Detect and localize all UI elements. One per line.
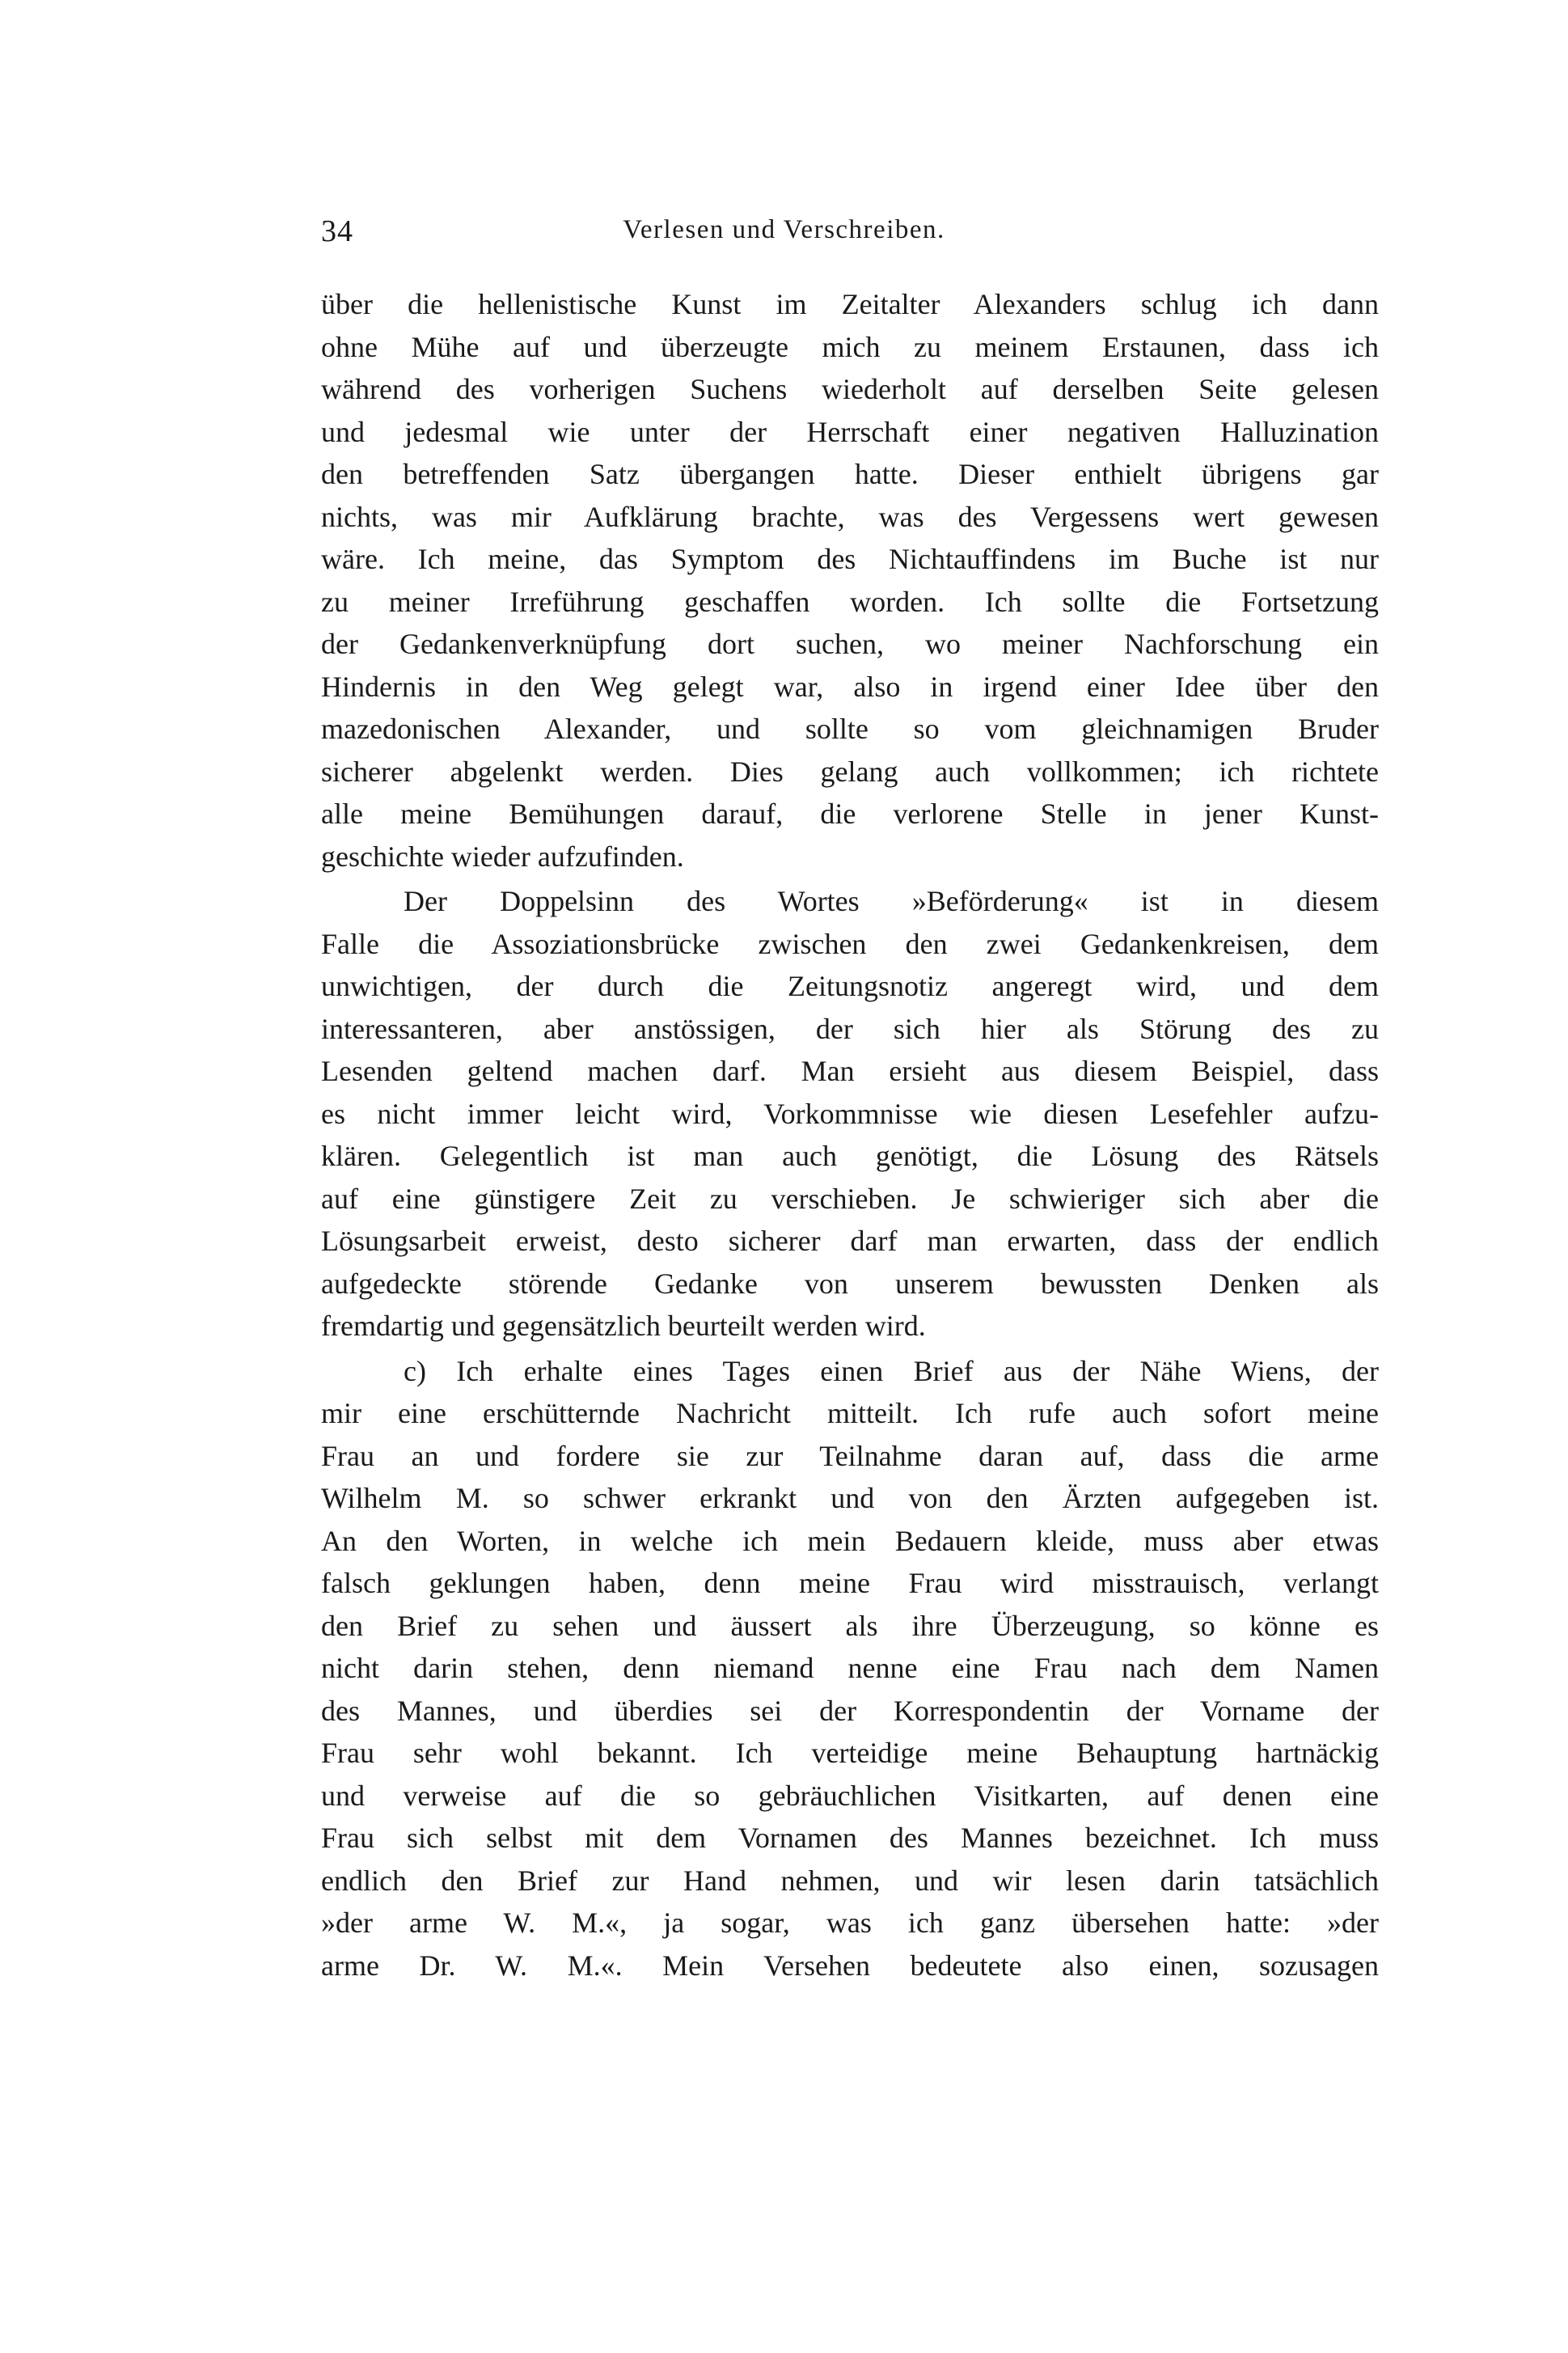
text-line: sicherer abgelenkt werden. Dies gelang auch vollkommen; ich richtete (321, 755, 1379, 788)
text-line: auf eine günstigere Zeit zu verschieben. Je schwieriger sich aber die (321, 1182, 1379, 1215)
text-line: den Brief zu sehen und äussert als ihre Überzeugung, so könne es (321, 1609, 1379, 1642)
text-line: und verweise auf die so gebräuchlichen Visitkarten, auf denen eine (321, 1779, 1379, 1812)
text-line: ohne Mühe auf und überzeugte mich zu meinem Erstaunen, dass ich (321, 330, 1379, 363)
paragraph-start-line: Der Doppelsinn des Wortes »Beförderung« ist in diesem (404, 885, 1379, 917)
text-line: klären. Gelegentlich ist man auch genötigt, die Lösung des Rätsels (321, 1140, 1379, 1172)
text-line: es nicht immer leicht wird, Vorkommnisse wie diesen Lesefehler aufzu- (321, 1097, 1379, 1130)
text-line: der Gedankenverknüpfung dort suchen, wo meiner Nachforschung ein (321, 628, 1379, 660)
text-line: wäre. Ich meine, das Symptom des Nichtauffindens im Buche ist nur (321, 543, 1379, 575)
text-line: Frau sich selbst mit dem Vornamen des Mannes bezeichnet. Ich muss (321, 1822, 1379, 1854)
text-line: Lesenden geltend machen darf. Man ersieht aus diesem Beispiel, dass (321, 1055, 1379, 1087)
page-number: 34 (321, 214, 353, 248)
text-line: Wilhelm M. so schwer erkrankt und von den Ärzten aufgegeben ist. (321, 1482, 1379, 1514)
text-line: aufgedeckte störende Gedanke von unserem bewussten Denken als (321, 1267, 1379, 1300)
text-line: Frau an und fordere sie zur Teilnahme daran auf, dass die arme (321, 1439, 1379, 1472)
text-line: Frau sehr wohl bekannt. Ich verteidige meine Behauptung hartnäckig (321, 1737, 1379, 1769)
text-line: An den Worten, in welche ich mein Bedauern kleide, muss aber etwas (321, 1524, 1379, 1557)
text-line: fremdartig und gegensätzlich beurteilt werden wird. (321, 1310, 926, 1342)
text-line: arme Dr. W. M.«. Mein Versehen bedeutete also einen, sozusagen (321, 1949, 1379, 1982)
text-line: Falle die Assoziationsbrücke zwischen den zwei Gedankenkreisen, dem (321, 927, 1379, 960)
running-title: Verlesen und Verschreiben. (623, 215, 945, 244)
text-line: während des vorherigen Suchens wiederholt auf derselben Seite gelesen (321, 373, 1379, 405)
text-line: endlich den Brief zur Hand nehmen, und wir lesen darin tatsächlich (321, 1864, 1379, 1897)
body-text (321, 283, 1379, 1987)
text-line: alle meine Bemühungen darauf, die verlorene Stelle in jener Kunst- (321, 798, 1379, 830)
paragraph-start-line: c) Ich erhalte eines Tages einen Brief aus der Nähe Wiens, der (404, 1354, 1379, 1387)
text-line: den betreffenden Satz übergangen hatte. Dieser enthielt übrigens gar (321, 458, 1379, 490)
text-line: mir eine erschütternde Nachricht mitteilt. Ich rufe auch sofort meine (321, 1397, 1379, 1429)
text-line: zu meiner Irreführung geschaffen worden. Ich sollte die Fortsetzung (321, 585, 1379, 618)
text-line: und jedesmal wie unter der Herrschaft einer negativen Halluzination (321, 415, 1379, 448)
text-line: unwichtigen, der durch die Zeitungsnotiz angeregt wird, und dem (321, 970, 1379, 1002)
text-line: mazedonischen Alexander, und sollte so vom gleichnamigen Bruder (321, 713, 1379, 745)
text-line: »der arme W. M.«, ja sogar, was ich ganz übersehen hatte: »der (321, 1907, 1379, 1939)
text-line: falsch geklungen haben, denn meine Frau wird misstrauisch, verlangt (321, 1567, 1379, 1599)
text-line: nichts, was mir Aufklärung brachte, was des Vergessens wert gewesen (321, 500, 1379, 533)
text-line: interessanteren, aber anstössigen, der sich hier als Störung des zu (321, 1012, 1379, 1045)
text-line: Lösungsarbeit erweist, desto sicherer darf man erwarten, dass der endlich (321, 1225, 1379, 1257)
text-line: geschichte wieder aufzufinden. (321, 840, 684, 873)
text-line: nicht darin stehen, denn niemand nenne eine Frau nach dem Namen (321, 1652, 1379, 1684)
text-line: Hindernis in den Weg gelegt war, also in irgend einer Idee über den (321, 670, 1379, 703)
text-line: über die hellenistische Kunst im Zeitalter Alexanders schlug ich dann (321, 288, 1379, 320)
text-line: des Mannes, und überdies sei der Korrespondentin der Vorname der (321, 1694, 1379, 1727)
